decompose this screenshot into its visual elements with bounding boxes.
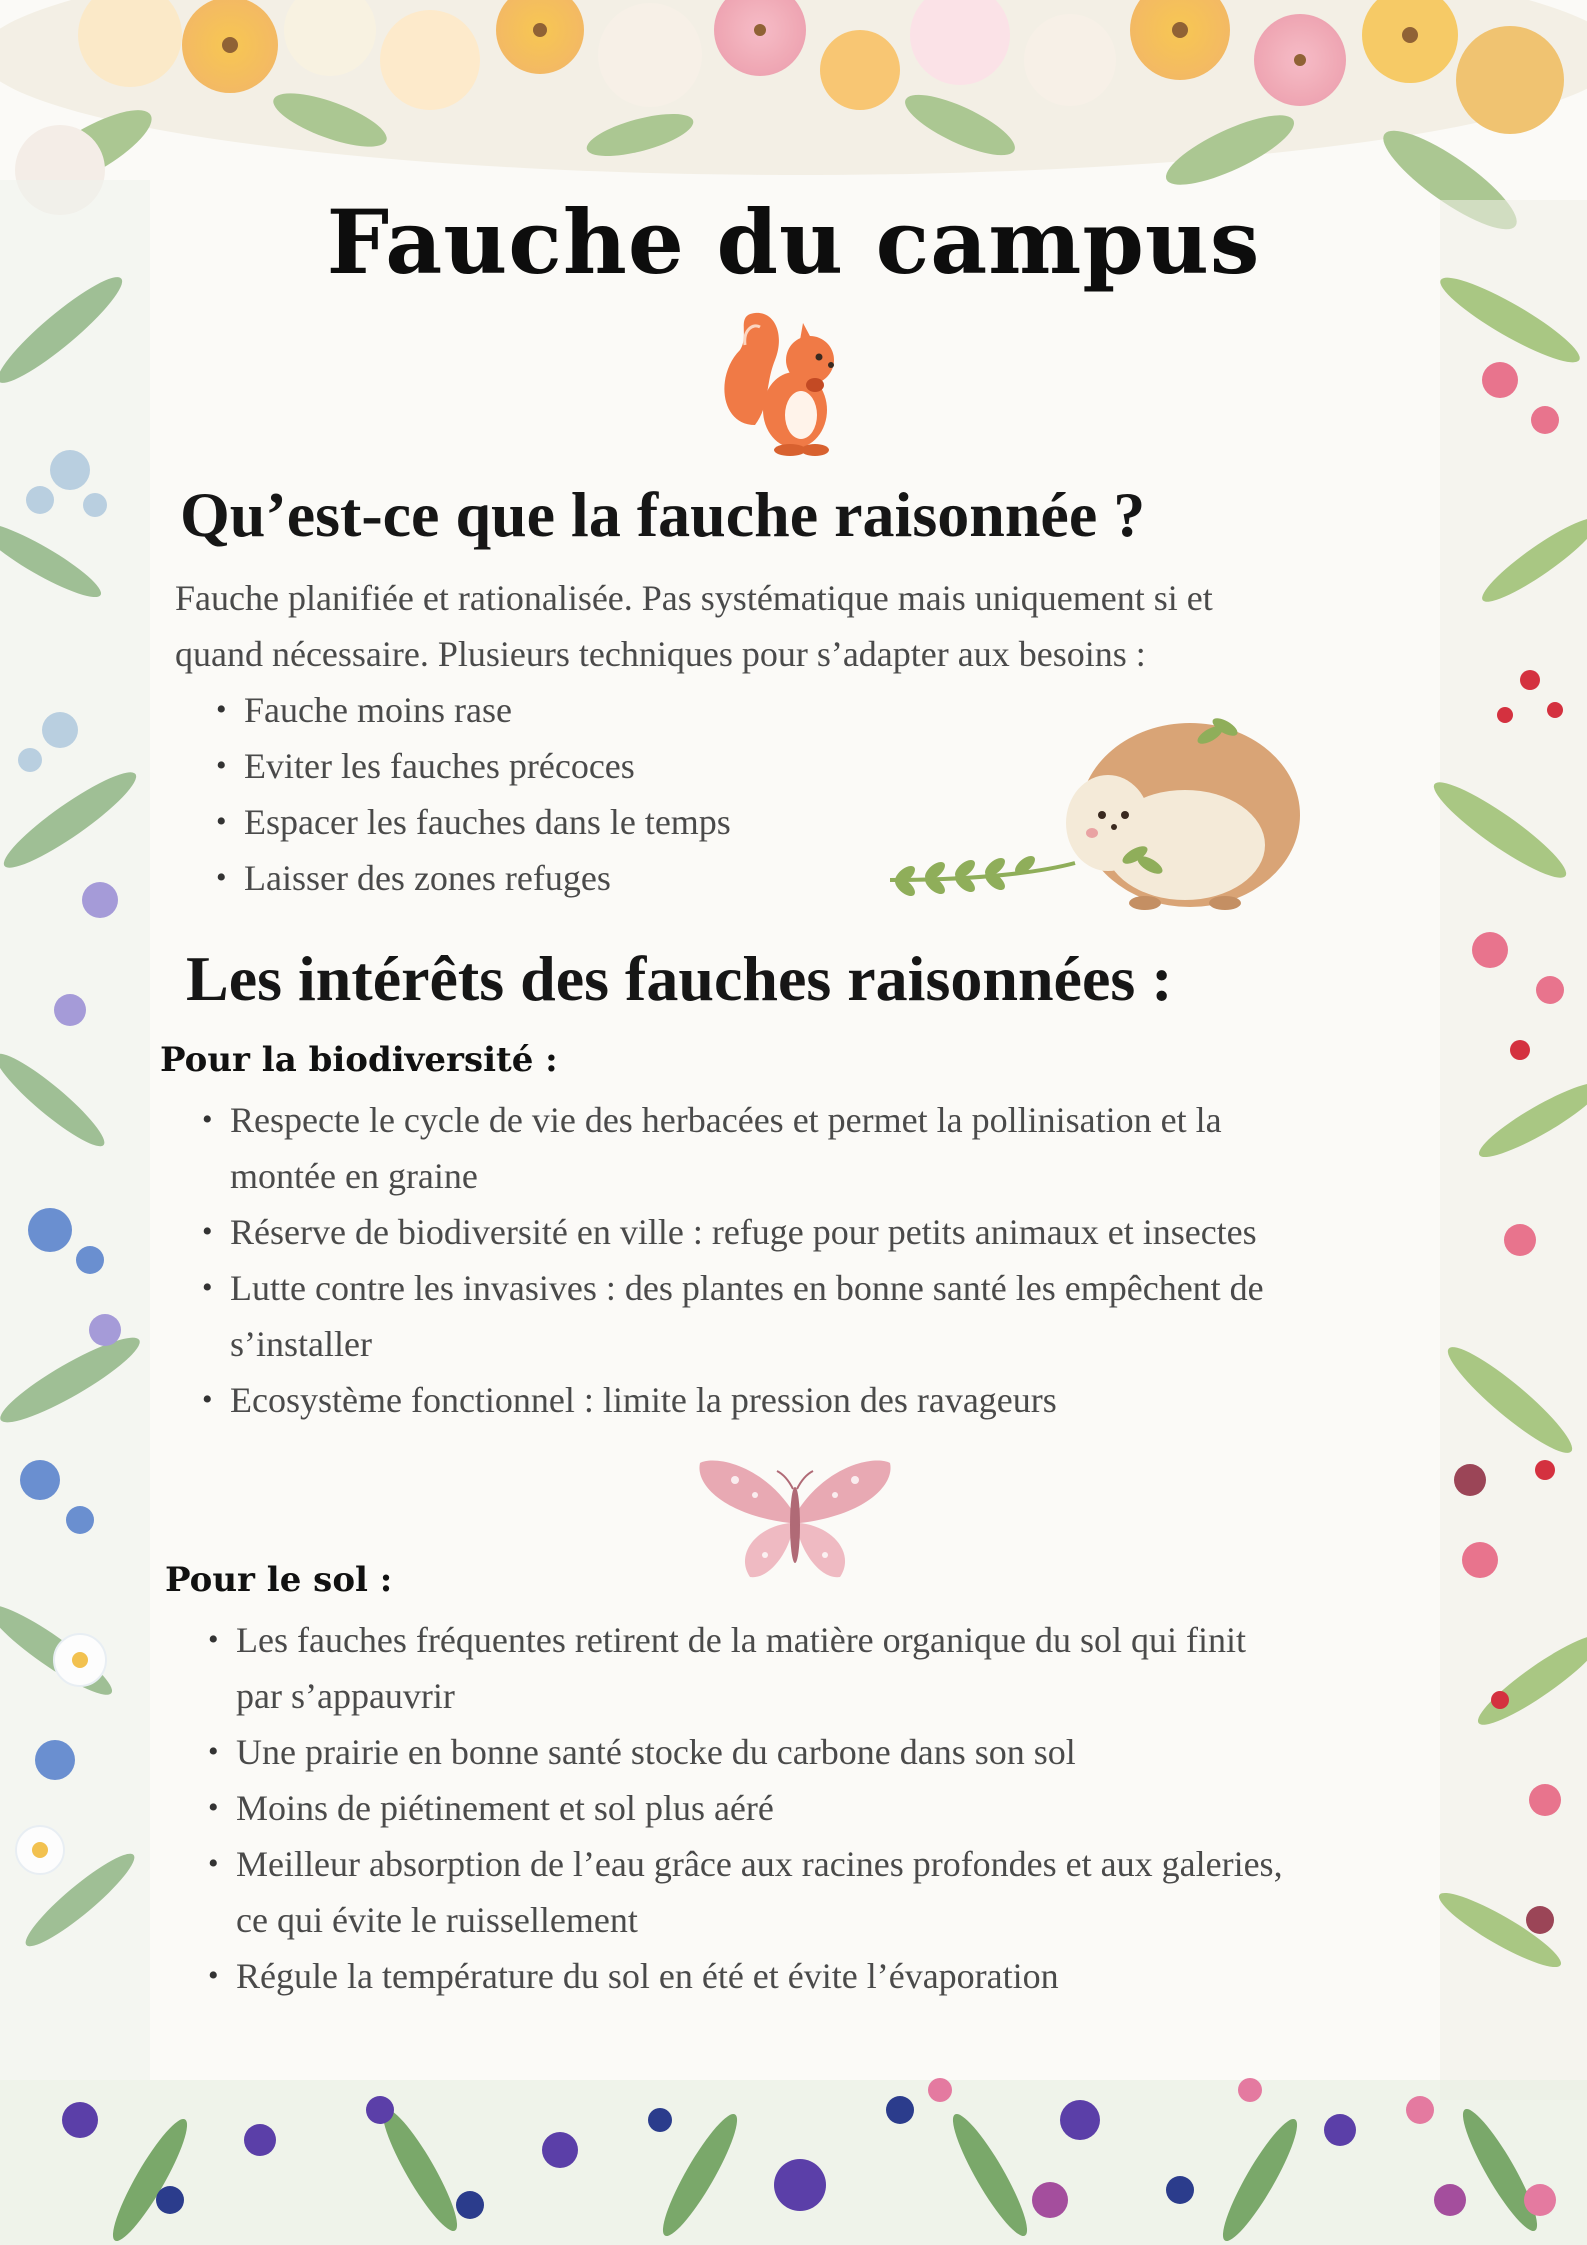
list-item: • Les fauches fréquentes retirent de la matière organique du sol qui finit [202, 1612, 1283, 1668]
section-heading-interets: Les intérêts des fauches raisonnées : [186, 943, 1173, 1014]
list-item: • Lutte contre les invasives : des plantes en bonne santé les empêchent de [196, 1260, 1264, 1316]
list-item: par s’appauvrir [236, 1676, 455, 1716]
list-item: • Une prairie en bonne santé stocke du carbone dans son sol [202, 1724, 1283, 1780]
intro-line-2: quand nécessaire. Plusieurs techniques pour s’adapter aux besoins : [175, 634, 1146, 674]
list-item: • Régule la température du sol en été et évite l’évaporation [202, 1948, 1283, 2004]
list-item: • Espacer les fauches dans le temps [210, 794, 731, 850]
list-item: • Laisser des zones refuges [210, 850, 731, 906]
list-item: • Ecosystème fonctionnel : limite la pression des ravageurs [196, 1372, 1264, 1428]
list-item: • Moins de piétinement et sol plus aéré [202, 1780, 1283, 1836]
subheading-sol: Pour le sol : [165, 1560, 393, 1600]
list-item: • Eviter les fauches précoces [210, 738, 731, 794]
list-item: • Meilleur absorption de l’eau grâce aux racines profondes et aux galeries, [202, 1836, 1283, 1892]
list-item: montée en graine [230, 1156, 478, 1196]
squirrel-illustration [715, 305, 855, 460]
list-item: • Fauche moins rase [210, 682, 731, 738]
hedgehog-illustration [880, 705, 1300, 915]
intro-line-1: Fauche planifiée et rationalisée. Pas systématique mais uniquement si et [175, 578, 1213, 618]
soil-list [202, 1612, 1283, 2004]
butterfly-illustration [695, 1455, 895, 1585]
list-item: • Respecte le cycle de vie des herbacées et permet la pollinisation et la [196, 1092, 1264, 1148]
techniques-list [210, 682, 731, 906]
page-title: Fauche du campus [326, 190, 1261, 294]
list-item: ce qui évite le ruissellement [236, 1900, 638, 1940]
subheading-biodiversite: Pour la biodiversité : [160, 1040, 558, 1080]
biodiversity-list [196, 1092, 1264, 1428]
list-item: • Réserve de biodiversité en ville : refuge pour petits animaux et insectes [196, 1204, 1264, 1260]
section-heading-fauche-raisonnee: Qu’est-ce que la fauche raisonnée ? [180, 479, 1146, 550]
list-item: s’installer [230, 1324, 372, 1364]
